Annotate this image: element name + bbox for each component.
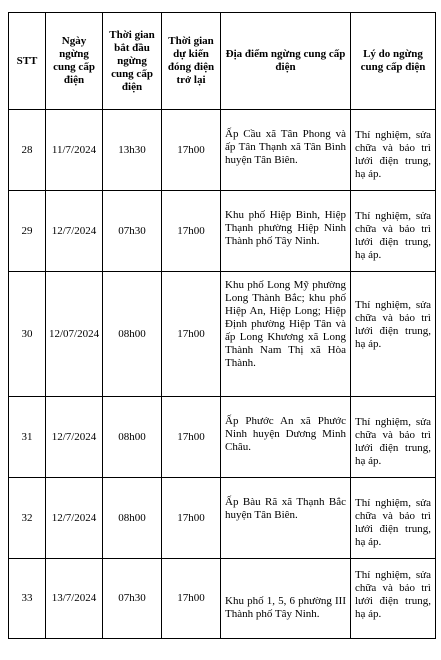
cell-start-time: 08h00 [103, 397, 162, 478]
cell-end-time: 17h00 [162, 478, 221, 559]
cell-location: Ấp Bàu Rã xã Thạnh Bắc huyện Tân Biên. [221, 478, 351, 559]
cell-location: Khu phố 1, 5, 6 phường III Thành phố Tây Ninh. [221, 559, 351, 639]
cell-end-time: 17h00 [162, 110, 221, 191]
cell-end-time: 17h00 [162, 397, 221, 478]
cell-reason: Thí nghiệm, sửa chữa và bảo trì lưới điện trung, hạ áp. [351, 397, 436, 478]
cell-stt: 32 [9, 478, 46, 559]
cell-date: 12/07/2024 [46, 272, 103, 397]
table-row [9, 272, 436, 397]
cell-start-time: 07h30 [103, 191, 162, 272]
cell-end-time: 17h00 [162, 272, 221, 397]
cell-stt: 31 [9, 397, 46, 478]
cell-end-time: 17h00 [162, 559, 221, 639]
cell-date: 13/7/2024 [46, 559, 103, 639]
header-stt: STT [9, 13, 46, 110]
table-row [9, 110, 436, 191]
table-row [9, 191, 436, 272]
table-body [9, 110, 436, 639]
cell-reason: Thí nghiệm, sửa chữa và bảo trì lưới điện trung, hạ áp. [351, 110, 436, 191]
table-row [9, 559, 436, 639]
cell-start-time: 13h30 [103, 110, 162, 191]
cell-reason: Thí nghiệm, sửa chữa và bảo trì lưới điện trung, hạ áp. [351, 559, 436, 639]
cell-date: 12/7/2024 [46, 478, 103, 559]
cell-stt: 29 [9, 191, 46, 272]
table-header [9, 13, 436, 110]
cell-location: Ấp Cầu xã Tân Phong và ấp Tân Thạnh xã Tân Bình huyện Tân Biên. [221, 110, 351, 191]
cell-end-time: 17h00 [162, 191, 221, 272]
power-outage-table [8, 12, 436, 639]
cell-stt: 30 [9, 272, 46, 397]
cell-start-time: 07h30 [103, 559, 162, 639]
cell-reason: Thí nghiệm, sửa chữa và bảo trì lưới điện trung, hạ áp. [351, 478, 436, 559]
header-row [9, 13, 436, 110]
cell-location: Ấp Phước An xã Phước Ninh huyện Dương Minh Châu. [221, 397, 351, 478]
table-row [9, 478, 436, 559]
header-start-time: Thời gian bắt đầu ngừng cung cấp điện [103, 13, 162, 110]
cell-date: 12/7/2024 [46, 191, 103, 272]
cell-stt: 28 [9, 110, 46, 191]
cell-start-time: 08h00 [103, 478, 162, 559]
header-location: Địa điểm ngừng cung cấp điện [221, 13, 351, 110]
cell-date: 12/7/2024 [46, 397, 103, 478]
cell-location: Khu phố Hiệp Bình, Hiệp Thạnh phường Hiệp Ninh Thành phố Tây Ninh. [221, 191, 351, 272]
cell-stt: 33 [9, 559, 46, 639]
header-reason: Lý do ngừng cung cấp điện [351, 13, 436, 110]
cell-date: 11/7/2024 [46, 110, 103, 191]
cell-reason: Thí nghiệm, sửa chữa và bảo trì lưới điện trung, hạ áp. [351, 272, 436, 397]
header-date: Ngày ngừng cung cấp điện [46, 13, 103, 110]
cell-reason: Thí nghiệm, sửa chữa và bảo trì lưới điện trung, hạ áp. [351, 191, 436, 272]
cell-location: Khu phố Long Mỹ phường Long Thành Bắc; khu phố Hiệp An, Hiệp Long; Hiệp Định phường Hiệp Tân và ấp Long Khương xã Long Thành Nam Thị xã Hòa Thành. [221, 272, 351, 397]
cell-start-time: 08h00 [103, 272, 162, 397]
table-row [9, 397, 436, 478]
header-end-time: Thời gian dự kiến đóng điện trở lại [162, 13, 221, 110]
